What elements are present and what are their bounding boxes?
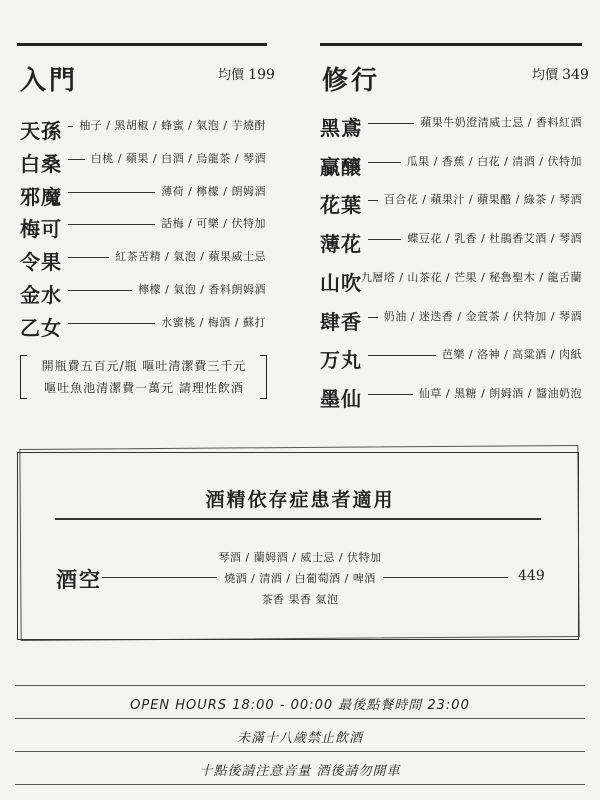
menu-item-leader <box>68 126 73 127</box>
footer-rule-1 <box>15 685 585 686</box>
menu-item-name: 黑鳶 <box>320 116 362 140</box>
menu-item <box>320 228 582 257</box>
menu-item-ingredients: 紅茶苦精 / 氣泡 / 蘋果威士忌 <box>115 250 266 264</box>
menu-item <box>20 213 266 242</box>
price-value: 349 <box>562 67 589 83</box>
menu-item-ingredients: 話梅 / 可樂 / 伏特加 <box>161 217 266 231</box>
footer-rule-4 <box>15 784 585 785</box>
menu-item-leader <box>68 323 155 324</box>
note-bracket-right <box>260 355 267 399</box>
menu-item-leader <box>68 290 132 291</box>
special-leader-right <box>383 577 508 578</box>
footer-rule-3 <box>15 751 585 752</box>
menu-item-ingredients: 檸檬 / 氣泡 / 香料朗姆酒 <box>138 283 266 296</box>
special-leader-left <box>102 577 217 578</box>
menu-item-name: 墨仙 <box>320 386 362 411</box>
menu-item-ingredients: 芭樂 / 洛神 / 高粱酒 / 肉紙 <box>441 348 582 362</box>
opening-hours: OPEN HOURS 18:00 - 00:00 最後點餐時間 23:00 <box>130 698 470 713</box>
menu-item-name: 天孫 <box>20 119 62 143</box>
menu-item-leader <box>368 162 401 163</box>
menu-item-leader <box>368 123 414 124</box>
menu-item-ingredients: 瓜果 / 香蕉 / 白花 / 清酒 / 伏特加 <box>406 154 582 168</box>
menu-item-ingredients: 蘋果牛奶澄清威士忌 / 香料紅酒 <box>420 116 582 129</box>
menu-item-ingredients: 柚子 / 黑胡椒 / 蜂蜜 / 氣泡 / 芋燒酎 <box>79 119 266 132</box>
menu-item <box>320 267 582 295</box>
policy-note <box>30 355 258 399</box>
menu-item <box>20 115 266 143</box>
menu-item <box>320 112 582 140</box>
special-price: 449 <box>518 568 545 584</box>
special-title-rule <box>55 518 541 520</box>
menu-item-ingredients: 百合花 / 蘋果汁 / 蘋果醋 / 綠茶 / 琴酒 <box>383 193 582 207</box>
menu-item-leader <box>68 159 85 160</box>
age-notice: 未滿十八歲禁止飲酒 <box>236 731 363 746</box>
volume-notice: 十點後請注意音量 酒後請勿開車 <box>199 764 401 779</box>
menu-item-leader <box>368 355 436 356</box>
special-title: 酒精依存症患者適用 <box>205 489 395 511</box>
menu-item-leader <box>368 239 401 240</box>
menu-item-ingredients: 水蜜桃 / 梅酒 / 蘇打 <box>161 315 266 329</box>
menu-item-name: 白桑 <box>20 151 62 176</box>
menu-item-ingredients: 九層塔 / 山茶花 / 芒果 / 秘魯聖木 / 龍舌蘭 <box>360 270 582 284</box>
menu-item-ingredients: 蝶豆花 / 乳香 / 杜鵑香艾酒 / 琴酒 <box>407 232 582 246</box>
menu-item-name: 金水 <box>20 283 62 307</box>
price-label: 均價 <box>218 68 245 83</box>
left-section-title: 入門 <box>20 66 79 96</box>
right-section-price <box>532 64 589 83</box>
note-bracket-left <box>20 355 27 399</box>
menu-item-name: 花葉 <box>320 193 362 218</box>
menu-item-leader <box>68 224 155 225</box>
menu-item-leader <box>68 192 155 193</box>
menu-item-ingredients: 白桃 / 蘋果 / 白酒 / 烏龍茶 / 琴酒 <box>90 151 266 165</box>
menu-item <box>320 189 582 218</box>
menu-item-name: 令果 <box>20 250 62 275</box>
menu-item-name: 山吹 <box>320 270 362 295</box>
special-box <box>17 452 579 640</box>
price-label: 均價 <box>532 68 559 83</box>
left-section-top-rule <box>17 43 267 46</box>
menu-item <box>320 383 582 411</box>
footer-rule-2 <box>15 718 585 719</box>
menu-item-name: 乙女 <box>20 315 62 340</box>
menu-item <box>320 306 582 334</box>
menu-item-name: 邪魔 <box>20 184 62 209</box>
special-line3: 茶香 果香 氣泡 <box>261 593 339 606</box>
menu-item <box>20 181 266 209</box>
special-item-name: 酒空 <box>56 567 102 592</box>
menu-item-name: 万丸 <box>320 348 362 373</box>
menu-item-leader <box>68 257 109 258</box>
right-section-top-rule <box>320 43 582 46</box>
price-value: 199 <box>248 67 275 83</box>
menu-item-name: 贏釀 <box>320 154 362 179</box>
special-ingredients <box>210 547 390 610</box>
menu-item <box>20 279 266 307</box>
menu-item-name: 肆香 <box>320 309 362 334</box>
menu-item <box>20 148 266 176</box>
menu-item-leader <box>368 394 413 395</box>
menu-item-ingredients: 仙草 / 黑糖 / 朗姆酒 / 醬油奶泡 <box>418 386 582 400</box>
menu-item <box>320 151 582 179</box>
menu-item <box>20 312 266 340</box>
policy-note-line2: 嘔吐魚池清潔費一萬元 請理性飲酒 <box>44 381 244 395</box>
left-section-price <box>218 64 275 83</box>
menu-item <box>20 246 266 275</box>
menu-item-name: 梅可 <box>20 217 62 242</box>
menu-item-name: 薄花 <box>320 232 362 257</box>
menu-item-ingredients: 薄荷 / 檸檬 / 朗姆酒 <box>161 184 266 198</box>
special-line1: 琴酒 / 蘭姆酒 / 威士忌 / 伏特加 <box>218 551 382 564</box>
menu-item-leader <box>368 317 378 318</box>
menu-item-leader <box>368 200 378 201</box>
policy-note-line1: 開瓶費五百元/瓶 嘔吐清潔費三千元 <box>41 359 247 373</box>
menu-item <box>320 344 582 373</box>
right-section-title: 修行 <box>322 66 381 96</box>
special-line2: 燒酒 / 清酒 / 白葡萄酒 / 啤酒 <box>224 572 376 585</box>
menu-item-ingredients: 奶油 / 迷迭香 / 金萱茶 / 伏特加 / 琴酒 <box>383 309 582 323</box>
